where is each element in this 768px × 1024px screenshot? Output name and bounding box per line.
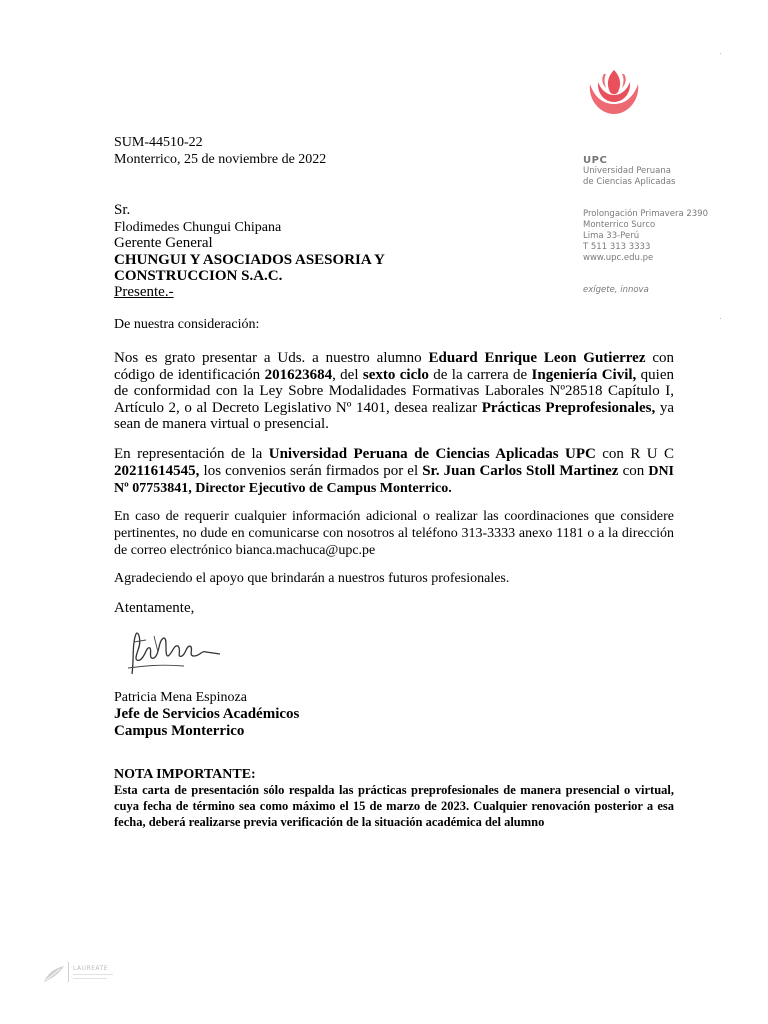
- recipient-name: Flodimedes Chungui Chipana: [114, 220, 282, 235]
- upc-short-name: UPC: [583, 155, 608, 166]
- practice-type: Prácticas Preprofesionales,: [481, 399, 656, 416]
- upc-phone: T 511 313 3333: [583, 242, 651, 252]
- margin-mark: [720, 318, 721, 319]
- recipient-company-line1: CHUNGUI Y ASOCIADOS ASESORIA Y: [114, 252, 385, 268]
- laureate-subline: [73, 974, 113, 975]
- student-code: 201623684: [264, 366, 333, 383]
- place-date: Monterrico, 25 de noviembre de 2022: [114, 152, 327, 167]
- recipient-title: Gerente General: [114, 235, 213, 251]
- upc-name-line2: de Ciencias Aplicadas: [583, 177, 676, 187]
- ruc-number: 20211614545,: [114, 462, 200, 479]
- signatory-title: Jefe de Servicios Académicos: [114, 706, 300, 722]
- paragraph-presentation: Nos es grato presentar a Uds. a nuestro alumno Eduard Enrique Leon Gutierrez con código de identificación 201623684, del sexto ciclo de la carrera de Ingeniería Civil, quien de conformidad con la Ley Sobre Modalidades Formativas Laborales Nº28518 Capítulo I, Artículo 2, o al Decreto Legislativo Nº 1401, desea realizar Prácticas Preprofesionales, ya sean de manera virtual o presencial.: [114, 350, 675, 432]
- nota-title: NOTA IMPORTANTE:: [114, 767, 256, 782]
- upc-name-line1: Universidad Peruana: [583, 166, 671, 176]
- upc-tagline: exígete, innova: [583, 285, 649, 295]
- reference-number: SUM-44510-22: [114, 135, 203, 150]
- laureate-logo-text: LAUREATE: [73, 965, 109, 972]
- university-name: Universidad Peruana de Ciencias Aplicadas UPC: [268, 446, 596, 462]
- laureate-leaf-icon: [42, 964, 66, 984]
- upc-address-line2: Monterrico Surco: [583, 220, 656, 230]
- signatory-name: Patricia Mena Espinoza: [114, 690, 247, 705]
- closing: Atentamente,: [114, 600, 195, 616]
- upc-website: www.upc.edu.pe: [583, 253, 654, 263]
- upc-logo-icon: [584, 66, 644, 118]
- signature-image: [124, 626, 224, 682]
- laureate-subline: [73, 978, 107, 979]
- student-cycle: sexto ciclo: [362, 366, 429, 383]
- greeting: De nuestra consideración:: [114, 317, 260, 332]
- paragraph-representation: En representación de la Universidad Peruana de Ciencias Aplicadas UPC con R U C 20211614545, los convenios serán firmados por el Sr. Juan Carlos Stoll Martinez con DNI Nº 07753841, Director Ejecutivo de Campus Monterrico.: [114, 446, 674, 496]
- upc-address-line1: Prolongación Primavera 2390: [583, 209, 708, 219]
- recipient-salutation: Sr.: [114, 202, 131, 218]
- upc-address-line3: Lima 33-Perú: [583, 231, 640, 241]
- paragraph-contact: En caso de requerir cualquier información adicional o realizar las coordinaciones que considere pertinentes, no dude en comunicarse con nosotros al teléfono 313-3333 anexo 1181 o a la dirección de correo electrónico bianca.machuca@upc.pe: [114, 509, 674, 558]
- footer-divider: [68, 962, 69, 982]
- student-career: Ingeniería Civil,: [531, 366, 637, 383]
- signatory-campus: Campus Monterrico: [114, 723, 245, 739]
- presente-label: Presente.-: [114, 284, 174, 300]
- signer-name: Sr. Juan Carlos Stoll Martinez: [422, 462, 619, 479]
- recipient-company-line2: CONSTRUCCION S.A.C.: [114, 268, 283, 284]
- margin-mark: [720, 53, 721, 54]
- nota-body: Esta carta de presentación sólo respalda las prácticas preprofesionales de manera presencial o virtual, cuya fecha de término sea como máximo el 15 de marzo de 2023. Cualquier renovación posterior a esa fecha, deberá realizarse previa verificación de la situación académica del alumno: [114, 783, 674, 829]
- signer-dni: DNI Nº 07753841, Director Ejecutivo de Campus Monterrico.: [114, 463, 674, 496]
- student-name: Eduard Enrique Leon Gutierrez: [428, 350, 646, 366]
- paragraph-thanks: Agradeciendo el apoyo que brindarán a nuestros futuros profesionales.: [114, 571, 510, 586]
